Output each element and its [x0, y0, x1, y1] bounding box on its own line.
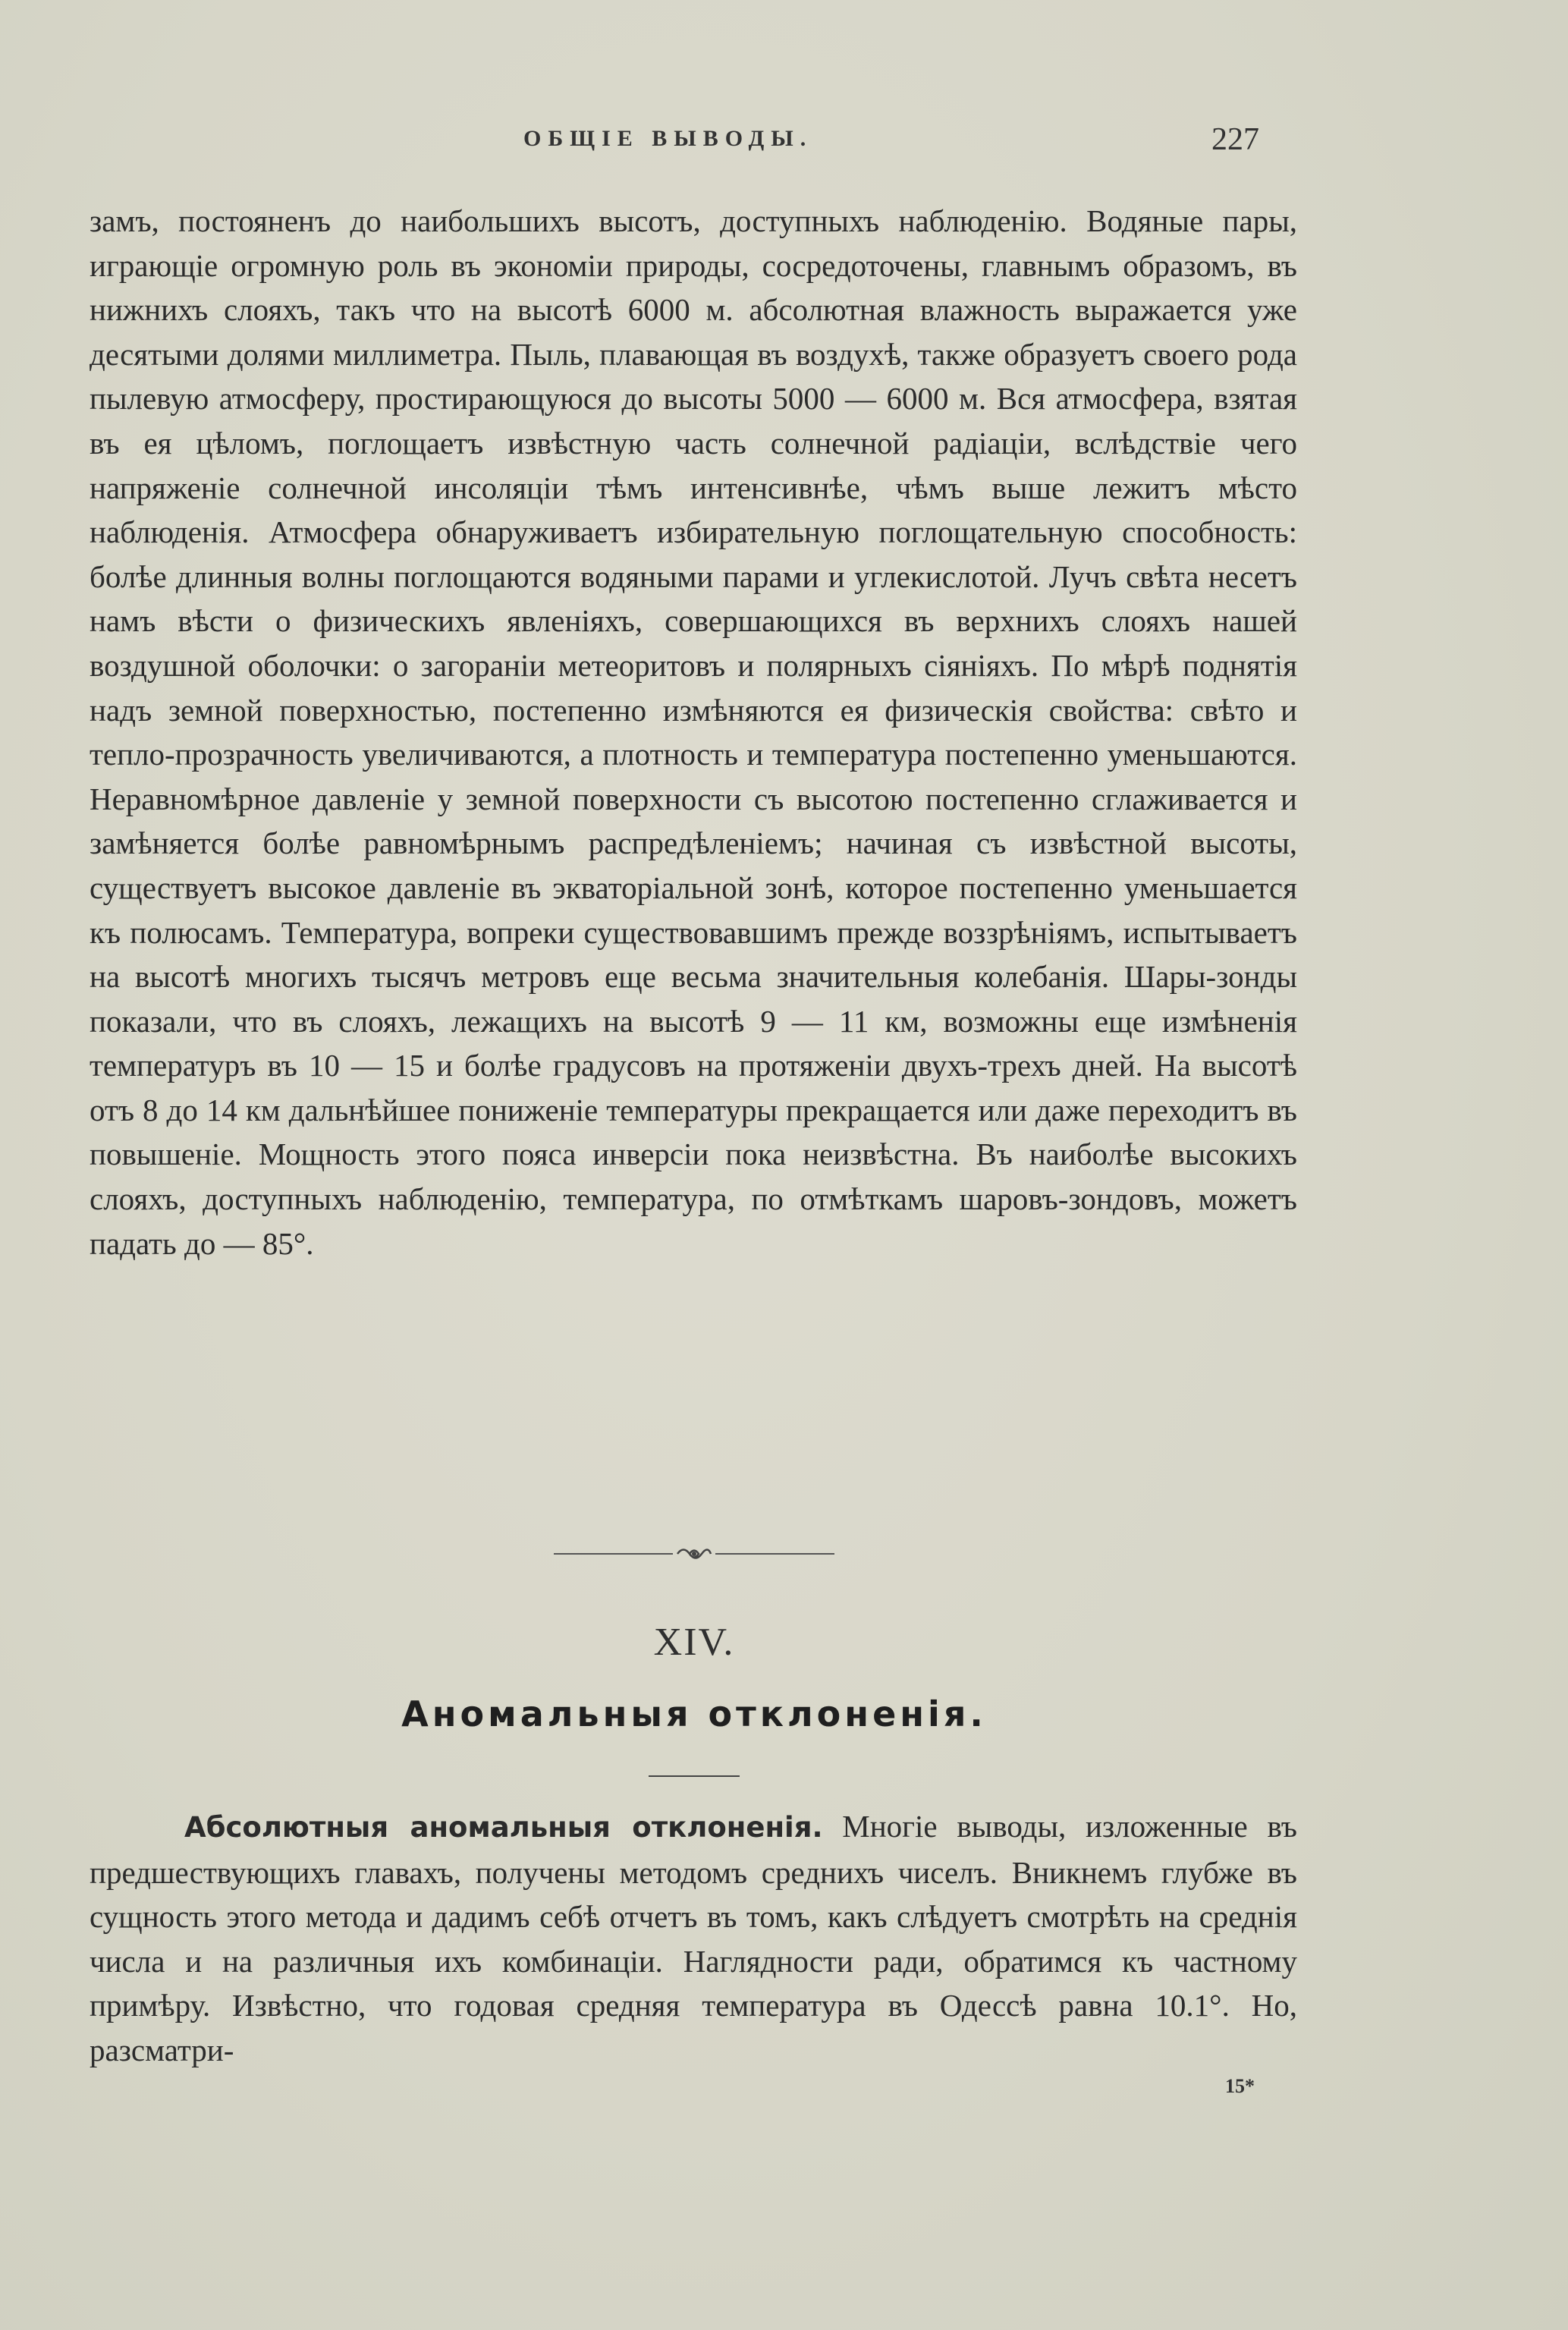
page-number: 227 — [1211, 122, 1259, 157]
chapter-title: Аномальныя отклоненія. — [401, 1693, 987, 1734]
paragraph-anomalies-text: Многіе выводы, изложенные въ предшествующихъ главахъ, получены методомъ среднихъ чиселъ. Вникнемъ глубже въ сущность этого метода и дадимъ себѣ отчетъ въ томъ, какъ слѣдуетъ смотрѣть на среднія числа и на различныя ихъ комбинаціи. Наглядности ради, обратимся къ частному примѣру. Извѣстно, что годовая средняя температура въ Одессѣ равна 10.1°. Но, разсматри- — [90, 1809, 1298, 2067]
section-divider-ornament — [554, 1539, 834, 1569]
section-heading: Абсолютныя аномальныя отклоненія. — [184, 1811, 823, 1844]
paragraph-atmosphere-summary: замъ, постояненъ до наибольшихъ высотъ, доступныхъ наблюденію. Водяные пары, играющіе огромную роль въ экономіи природы, сосредоточены, главнымъ образомъ, въ нижнихъ слояхъ, такъ что на высотѣ 6000 м. абсолютная влажность выражается уже десятыми долями миллиметра. Пыль, плавающая въ воздухѣ, также образуетъ своего рода пылевую атмосферу, простирающуюся до высоты 5000 — 6000 м. Вся атмосфера, взятая въ ея цѣломъ, поглощаетъ извѣстную часть солнечной радіаціи, вслѣдствіе чего напряженіе солнечной инсоляціи тѣмъ интенсивнѣе, чѣмъ выше лежитъ мѣсто наблюденія. Атмосфера обнаруживаетъ избирательную поглощательную способность: болѣе длинныя волны поглощаются водяными парами и углекислотой. Лучъ свѣта несетъ намъ вѣсти о физическихъ явленіяхъ, совершающихся въ верхнихъ слояхъ нашей воздушной оболочки: о загораніи метеоритовъ и полярныхъ сіяніяхъ. По мѣрѣ поднятія надъ земной поверхностью, постепенно измѣняются ея физическія свойства: свѣто и тепло-прозрачность увеличиваются, а плотность и температура постепенно уменьшаются. Неравномѣрное давленіе у земной поверхности съ высотою постепенно сглаживается и замѣняется болѣе равномѣрнымъ распредѣленіемъ; начиная съ извѣстной высоты, существуетъ высокое давленіе въ экваторіальной зонѣ, которое постепенно уменьшается къ полюсамъ. Температура, вопреки существовавшимъ прежде воззрѣніямъ, испытываетъ на высотѣ многихъ тысячъ метровъ еще весьма значительныя колебанія. Шары-зонды показали, что въ слояхъ, лежащихъ на высотѣ 9 — 11 км, возможны еще измѣненія температуръ въ 10 — 15 и болѣе градусовъ на протяженіи двухъ-трехъ дней. На высотѣ отъ 8 до 14 км дальнѣйшее пониженіе температуры прекращается или даже переходитъ въ повышеніе. Мощность этого пояса инверсіи пока неизвѣстна. Въ наиболѣе высокихъ слояхъ, доступныхъ наблюденію, температура, по отмѣткамъ шаровъ-зондовъ, можетъ падать до — 85°. — [90, 203, 1297, 1261]
paragraph-anomalies-intro — [90, 1804, 1297, 2073]
divider-line-left — [554, 1553, 673, 1555]
signature-mark: 15* — [1225, 2075, 1255, 2097]
running-head: ОБЩІЕ ВЫВОДЫ. — [523, 126, 813, 151]
title-rule — [649, 1775, 740, 1777]
divider-line-right — [715, 1553, 834, 1555]
ornament-knot-icon — [673, 1542, 715, 1565]
page-header — [523, 121, 1282, 167]
chapter-number: XIV. — [653, 1621, 735, 1664]
